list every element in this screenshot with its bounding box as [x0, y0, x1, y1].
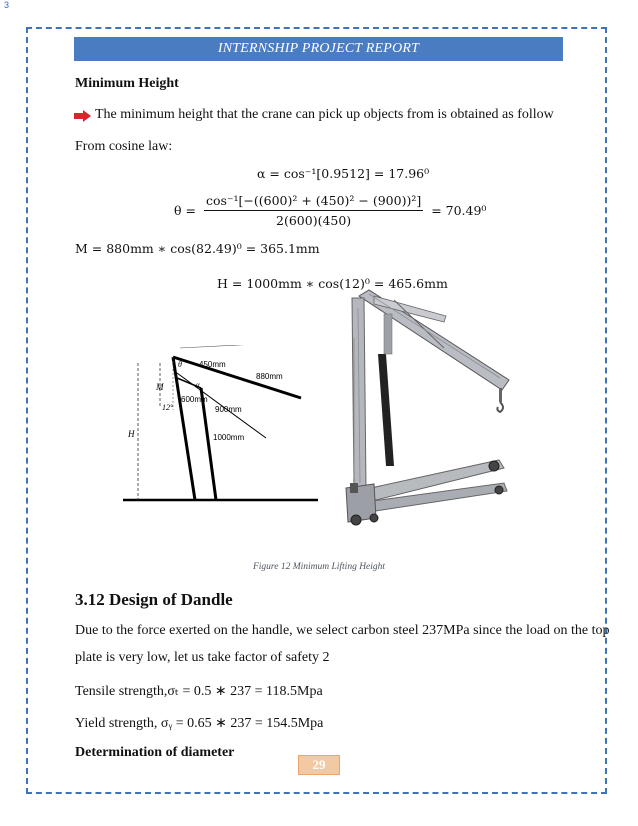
equation-theta: [174, 193, 486, 228]
theta-fraction: [204, 193, 423, 228]
label-alpha: α: [196, 381, 200, 389]
section-heading-minimum-height: Minimum Height: [75, 76, 179, 91]
label-12-deg: 12°: [162, 403, 174, 412]
equation-m: M = 880mm ∗ cos(82.49)⁰ = 365.1mm: [75, 241, 320, 256]
corner-mark: 3: [4, 0, 10, 10]
theta-rhs: = 70.49⁰: [431, 203, 487, 218]
cosine-law-intro: From cosine law:: [75, 139, 173, 154]
section-heading-design-of-dandle: 3.12 Design of Dandle: [75, 590, 233, 609]
bullet-arrow-icon: [74, 110, 91, 122]
report-header: INTERNSHIP PROJECT REPORT: [74, 37, 563, 61]
label-h: H: [128, 429, 135, 439]
page-number: 29: [298, 755, 340, 775]
label-600mm: 600mm: [181, 395, 208, 404]
theta-lhs: θ =: [174, 203, 196, 218]
crane-geometry-diagram: [118, 345, 318, 510]
theta-numerator: cos⁻¹[−((600)² + (450)² − (900))²]: [204, 193, 423, 211]
label-450mm: 450mm: [199, 360, 226, 369]
engine-crane-render: [334, 288, 540, 538]
label-900mm: 900mm: [215, 405, 242, 414]
tensile-strength: Tensile strength,σₜ = 0.5 ∗ 237 = 118.5Mpa: [75, 684, 323, 699]
label-theta: θ: [178, 360, 182, 369]
paragraph-line-1: Due to the force exerted on the handle, we select carbon steel 237MPa since the load on the top: [75, 623, 610, 638]
paragraph-line-2: plate is very low, let us take factor of safety 2: [75, 650, 330, 665]
bullet-text: The minimum height that the crane can pick up objects from is obtained as follow: [95, 107, 554, 122]
equation-h: H = 1000mm ∗ cos(12)⁰ = 465.6mm: [217, 276, 448, 291]
theta-denominator: 2(600)(450): [276, 213, 352, 228]
subheading-determination-of-diameter: Determination of diameter: [75, 745, 235, 760]
label-1000mm: 1000mm: [213, 433, 245, 442]
label-m: M: [156, 382, 164, 392]
equation-alpha: α = cos⁻¹[0.9512] = 17.96⁰: [257, 166, 430, 181]
yield-strength: Yield strength, σᵧ = 0.65 ∗ 237 = 154.5Mpa: [75, 716, 324, 731]
figure-caption: Figure 12 Minimum Lifting Height: [252, 562, 386, 572]
label-880mm: 880mm: [256, 372, 283, 381]
